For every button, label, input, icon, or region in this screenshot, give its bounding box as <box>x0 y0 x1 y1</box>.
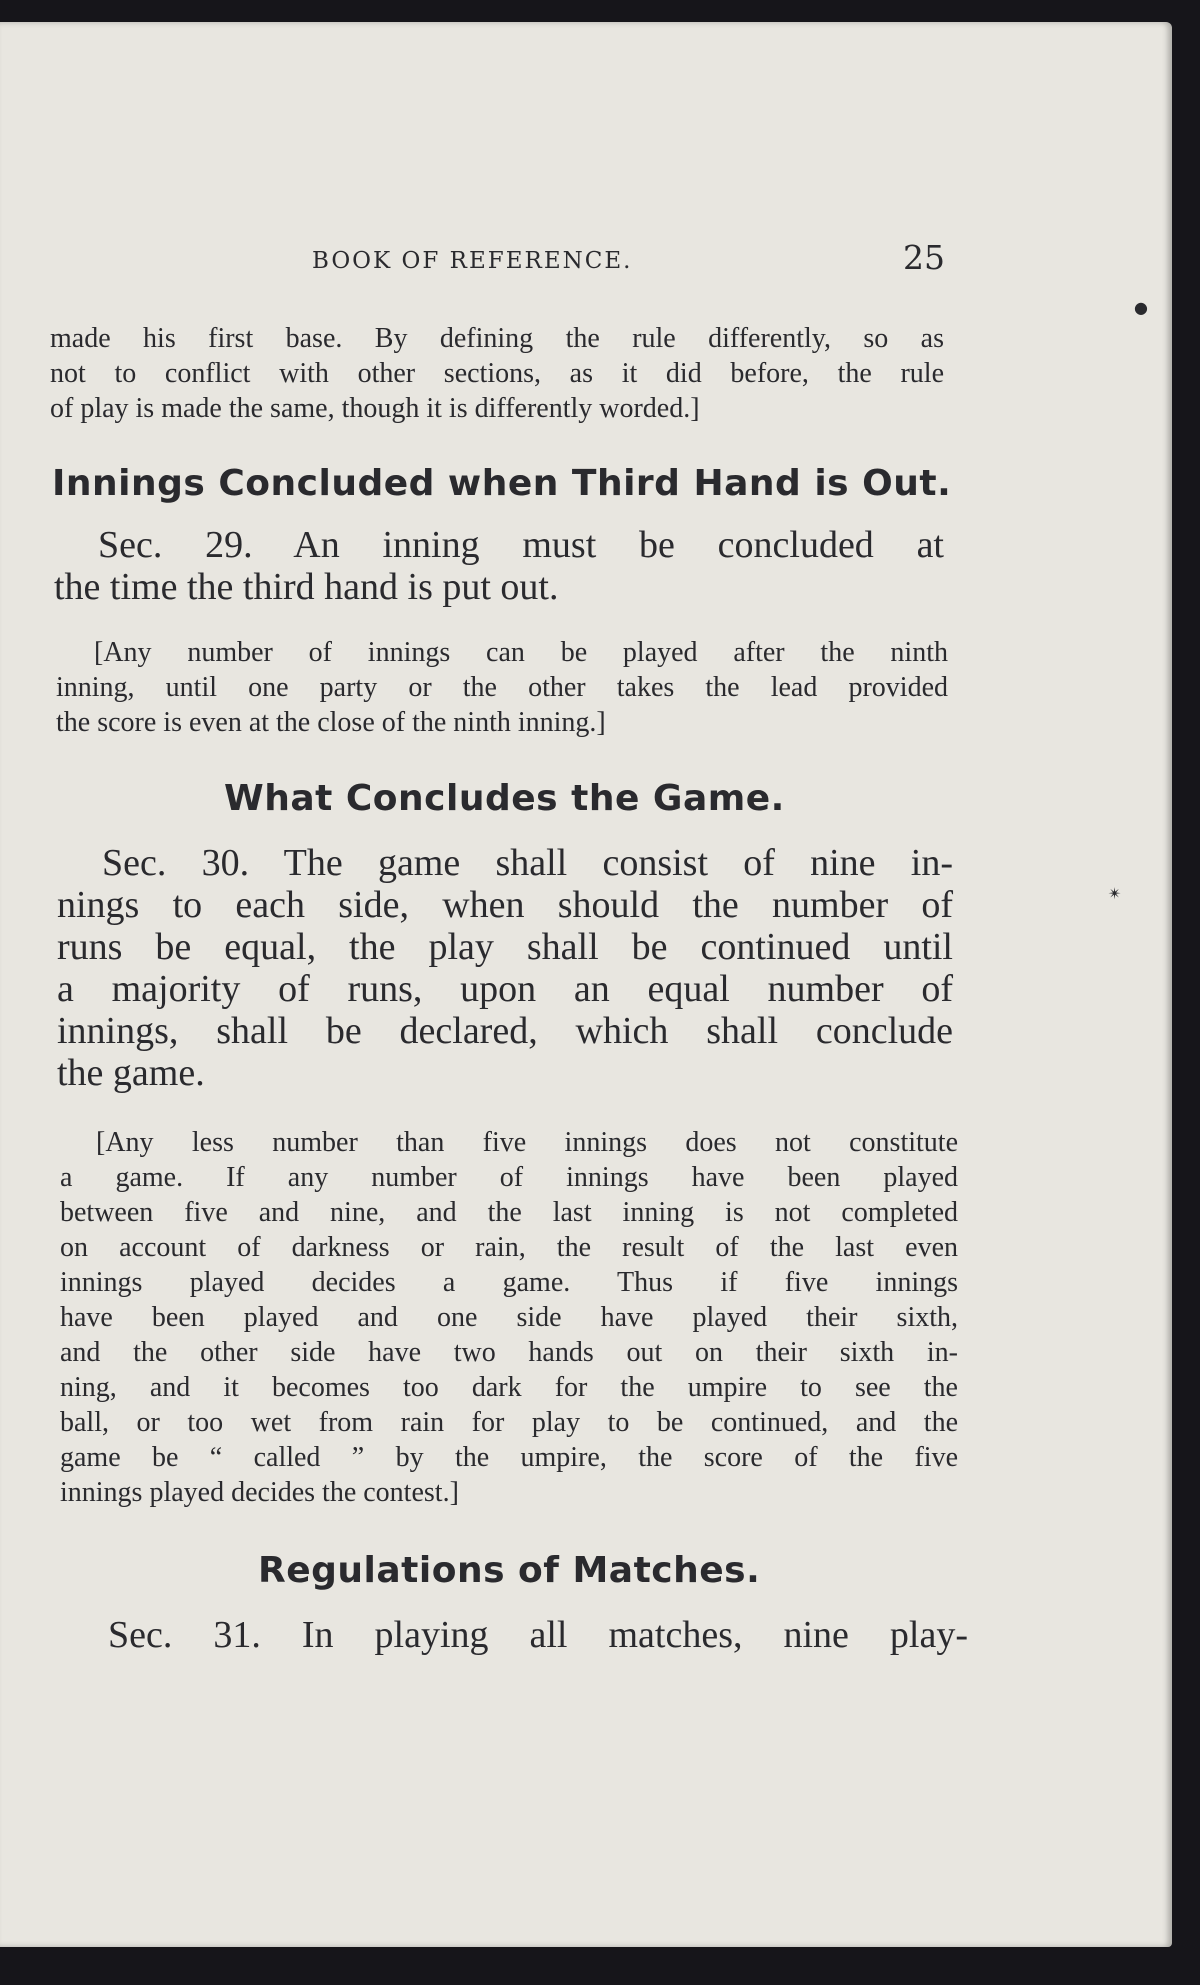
continued-note <box>50 321 944 426</box>
note-line: the score is even at the close of the ninth inning.] <box>56 707 606 738</box>
page-sheet <box>0 22 1172 1947</box>
note-line: ball, or too wet from rain for play to be continued, and the <box>60 1407 958 1438</box>
note-line: a game. If any number of innings have been played <box>60 1162 958 1193</box>
section-31-heading: Regulations of Matches. <box>258 1550 761 1591</box>
note-line: inning, until one party or the other takes the lead provided <box>56 672 948 703</box>
scan-speck-mark: ✴ <box>1108 884 1122 903</box>
section-30-text <box>57 842 953 1094</box>
body-line: Sec. 31. In playing all matches, nine play- <box>108 1614 968 1656</box>
note-line: made his first base. By defining the rule differently, so as <box>50 323 944 354</box>
running-head: BOOK OF REFERENCE. <box>312 248 633 274</box>
body-line: a majority of runs, upon an equal number of <box>57 968 953 1010</box>
body-line: innings, shall be declared, which shall conclude <box>57 1010 953 1052</box>
note-line: [Any number of innings can be played after the ninth <box>94 637 948 668</box>
body-line: Sec. 30. The game shall consist of nine in- <box>102 842 953 884</box>
note-line: ning, and it becomes too dark for the umpire to see the <box>60 1372 958 1403</box>
body-line: runs be equal, the play shall be continued until <box>57 926 953 968</box>
note-line: have been played and one side have played their sixth, <box>60 1302 958 1333</box>
page-number: 25 <box>903 238 945 277</box>
body-line: the game. <box>57 1052 205 1094</box>
note-line: and the other side have two hands out on their sixth in- <box>60 1337 958 1368</box>
scan-speck-mark: ● <box>1134 298 1148 317</box>
note-line: innings played decides the contest.] <box>60 1477 459 1508</box>
body-line: Sec. 29. An inning must be concluded at <box>98 524 944 566</box>
note-line: [Any less number than five innings does not constitute <box>96 1127 958 1158</box>
note-line: of play is made the same, though it is differently worded.] <box>50 393 700 424</box>
note-line: not to conflict with other sections, as it did before, the rule <box>50 358 944 389</box>
note-line: between five and nine, and the last inning is not completed <box>60 1197 958 1228</box>
section-29-heading: Innings Concluded when Third Hand is Out. <box>52 463 952 504</box>
note-line: innings played decides a game. Thus if five innings <box>60 1267 958 1298</box>
section-31-text <box>108 1614 968 1656</box>
section-29-note <box>56 635 948 740</box>
note-line: game be “ called ” by the umpire, the score of the five <box>60 1442 958 1473</box>
section-30-note <box>60 1125 958 1510</box>
note-line: on account of darkness or rain, the result of the last even <box>60 1232 958 1263</box>
section-29-text <box>54 524 944 608</box>
body-line: the time the third hand is put out. <box>54 566 559 608</box>
body-line: nings to each side, when should the number of <box>57 884 953 926</box>
section-30-heading: What Concludes the Game. <box>224 778 785 819</box>
